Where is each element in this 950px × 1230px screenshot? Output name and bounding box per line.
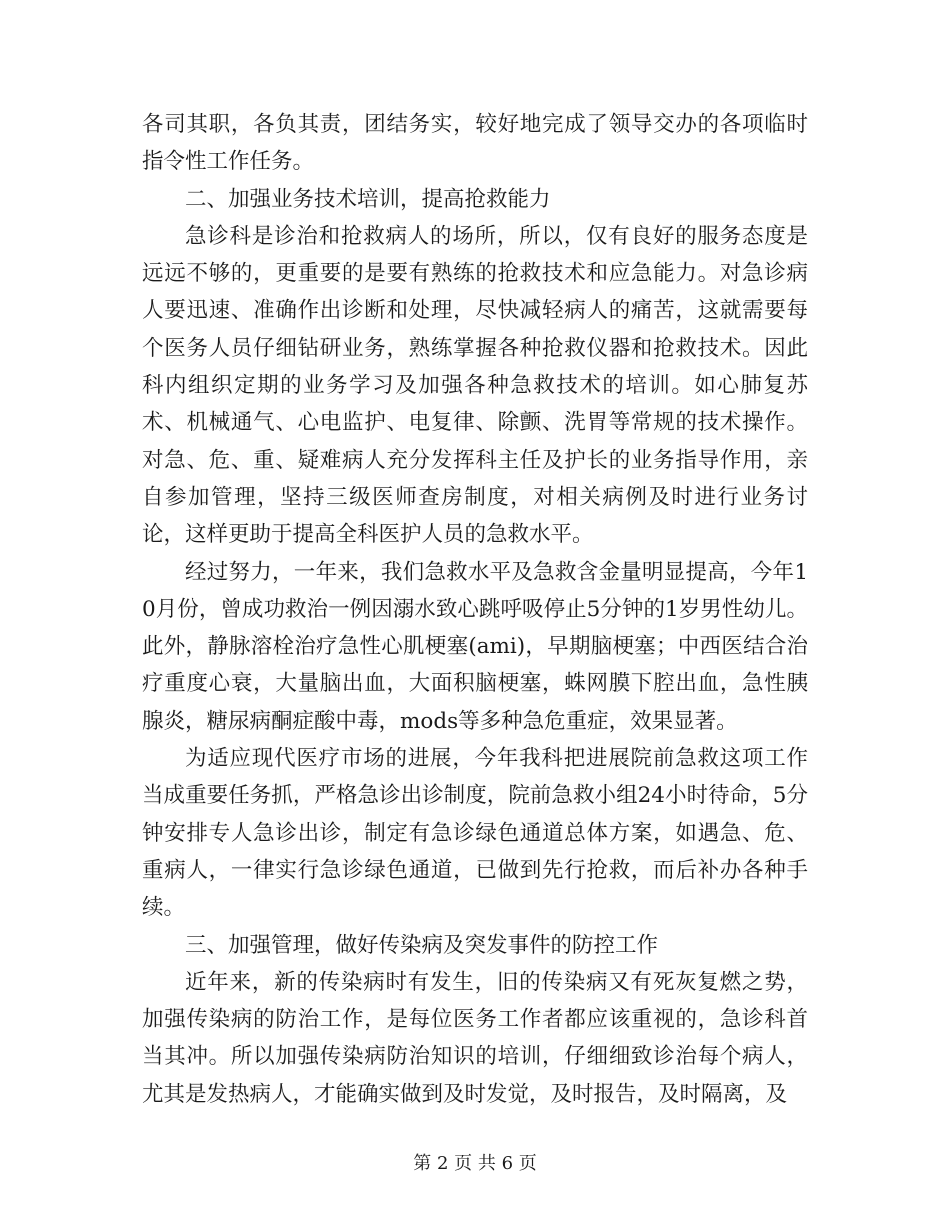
paragraph-infectious-disease: 近年来，新的传染病时有发生，旧的传染病又有死灰复燃之势，加强传染病的防治工作，是每位医务工作者都应该重视的，急诊科首当其冲。所以加强传染病防治知识的培训，仔细细致诊治每个病人，尤其是发热病人，才能确实做到及时发觉，及时报告，及时隔离，及 (142, 969, 808, 1107)
page-footer: 第 2 页 共 6 页 (413, 1153, 537, 1174)
paragraph-prehospital: 为适应现代医疗市场的进展，今年我科把进展院前急救这项工作当成重要任务抓，严格急诊出诊制度，院前急救小组24小时待命，5分钟安排专人急诊出诊，制定有急诊绿色通道总体方案，如遇急、危、重病人，一律实行急诊绿色通道，已做到先行抢救，而后补办各种手续。 (142, 746, 808, 921)
section-heading-3: 三、加强管理，做好传染病及突发事件的防控工作 (185, 932, 659, 958)
paragraph-continuation: 各司其职，各负其责，团结务实，较好地完成了领导交办的各项临时指令性工作任务。 (142, 112, 808, 175)
document-body (142, 106, 808, 1113)
paragraph-training: 急诊科是诊治和抢救病人的场所，所以，仅有良好的服务态度是远远不够的，更重要的是要有熟练的抢救技术和应急能力。对急诊病人要迅速、准确作出诊断和处理，尽快减轻病人的痛苦，这就需要每个医务人员仔细钻研业务，熟练掌握各种抢救仪器和抢救技术。因此科内组织定期的业务学习及加强各种急救技术的培训。如心肺复苏术、机械通气、心电监护、电复律、除颤、洗胃等常规的技术操作。对急、危、重、疑难病人充分发挥科主任及护长的业务指导作用，亲自参加管理，坚持三级医师查房制度，对相关病例及时进行业务讨论，这样更助于提高全科医护人员的急救水平。 (142, 223, 808, 548)
section-heading-2: 二、加强业务技术培训，提高抢救能力 (185, 186, 551, 212)
paragraph-results: 经过努力，一年来，我们急救水平及急救含金量明显提高，今年10月份，曾成功救治一例因溺水致心跳呼吸停止5分钟的1岁男性幼儿。此外，静脉溶栓治疗急性心肌梗塞(ami)，早期脑梗塞；中西医结合治疗重度心衰，大量脑出血，大面积脑梗塞，蛛网膜下腔出血，急性胰腺炎，糖尿病酮症酸中毒，mods等多种急危重症，效果显著。 (142, 559, 808, 734)
